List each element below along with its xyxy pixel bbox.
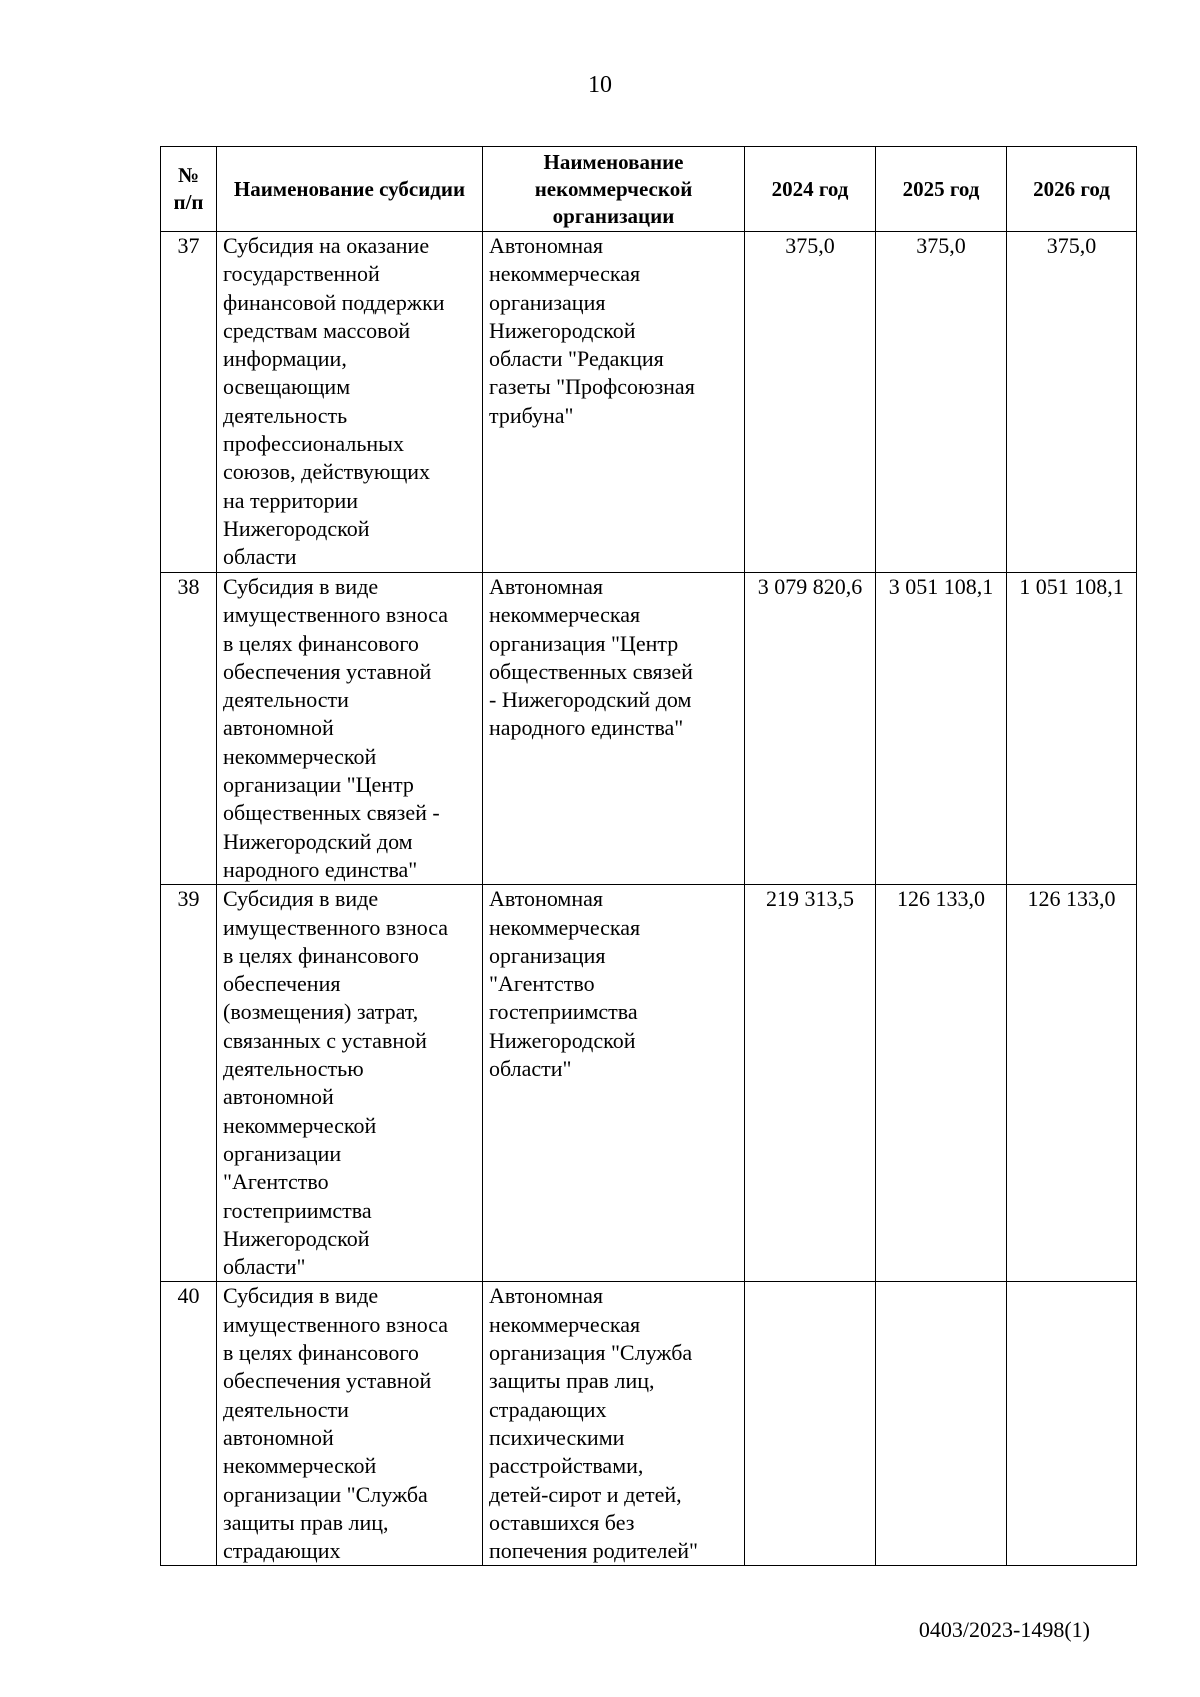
header-num: № п/п	[161, 147, 217, 232]
row-num: 37	[161, 232, 217, 573]
row-amount-2025	[876, 1282, 1007, 1566]
row-organization: Автономная некоммерческая организация "Служба защиты прав лиц, страдающих психическими расстройствами, детей-сирот и детей, оставшихся без попечения родителей"	[483, 1282, 745, 1566]
table-row	[161, 232, 1137, 573]
row-organization: Автономная некоммерческая организация "Агентство гостеприимства Нижегородской области"	[483, 885, 745, 1282]
subsidies-table	[160, 146, 1137, 1566]
row-subsidy: Субсидия в виде имущественного взноса в целях финансового обеспечения уставной деятельности автономной некоммерческой организации "Центр общественных связей - Нижегородский дом народного единства"	[217, 573, 483, 885]
row-amount-2026	[1007, 1282, 1137, 1566]
row-organization: Автономная некоммерческая организация Нижегородской области "Редакция газеты "Профсоюзная трибуна"	[483, 232, 745, 573]
row-amount-2025: 375,0	[876, 232, 1007, 573]
header-2026: 2026 год	[1007, 147, 1137, 232]
row-num: 40	[161, 1282, 217, 1566]
row-organization: Автономная некоммерческая организация "Центр общественных связей - Нижегородский дом народного единства"	[483, 573, 745, 885]
header-organization: Наименование некоммерческой организации	[483, 147, 745, 232]
row-amount-2025: 126 133,0	[876, 885, 1007, 1282]
table-row	[161, 573, 1137, 885]
row-subsidy: Субсидия в виде имущественного взноса в целях финансового обеспечения уставной деятельности автономной некоммерческой организации "Служба защиты прав лиц, страдающих	[217, 1282, 483, 1566]
header-2024: 2024 год	[745, 147, 876, 232]
row-amount-2024	[745, 1282, 876, 1566]
row-subsidy: Субсидия на оказание государственной финансовой поддержки средствам массовой информации, освещающим деятельность профессиональных союзов, действующих на территории Нижегородской области	[217, 232, 483, 573]
table-row	[161, 1282, 1137, 1566]
row-amount-2024: 375,0	[745, 232, 876, 573]
page-number: 10	[588, 72, 612, 98]
row-num: 39	[161, 885, 217, 1282]
row-num: 38	[161, 573, 217, 885]
row-amount-2024: 3 079 820,6	[745, 573, 876, 885]
header-subsidy: Наименование субсидии	[217, 147, 483, 232]
row-amount-2026: 375,0	[1007, 232, 1137, 573]
row-amount-2024: 219 313,5	[745, 885, 876, 1282]
table-header-row	[161, 147, 1137, 232]
row-amount-2026: 126 133,0	[1007, 885, 1137, 1282]
document-code: 0403/2023-1498(1)	[918, 1617, 1090, 1642]
table-row	[161, 885, 1137, 1282]
row-amount-2025: 3 051 108,1	[876, 573, 1007, 885]
row-amount-2026: 1 051 108,1	[1007, 573, 1137, 885]
row-subsidy: Субсидия в виде имущественного взноса в целях финансового обеспечения (возмещения) затрат, связанных с уставной деятельностью автономной некоммерческой организации "Агентство гостеприимства Нижегородской области"	[217, 885, 483, 1282]
header-2025: 2025 год	[876, 147, 1007, 232]
